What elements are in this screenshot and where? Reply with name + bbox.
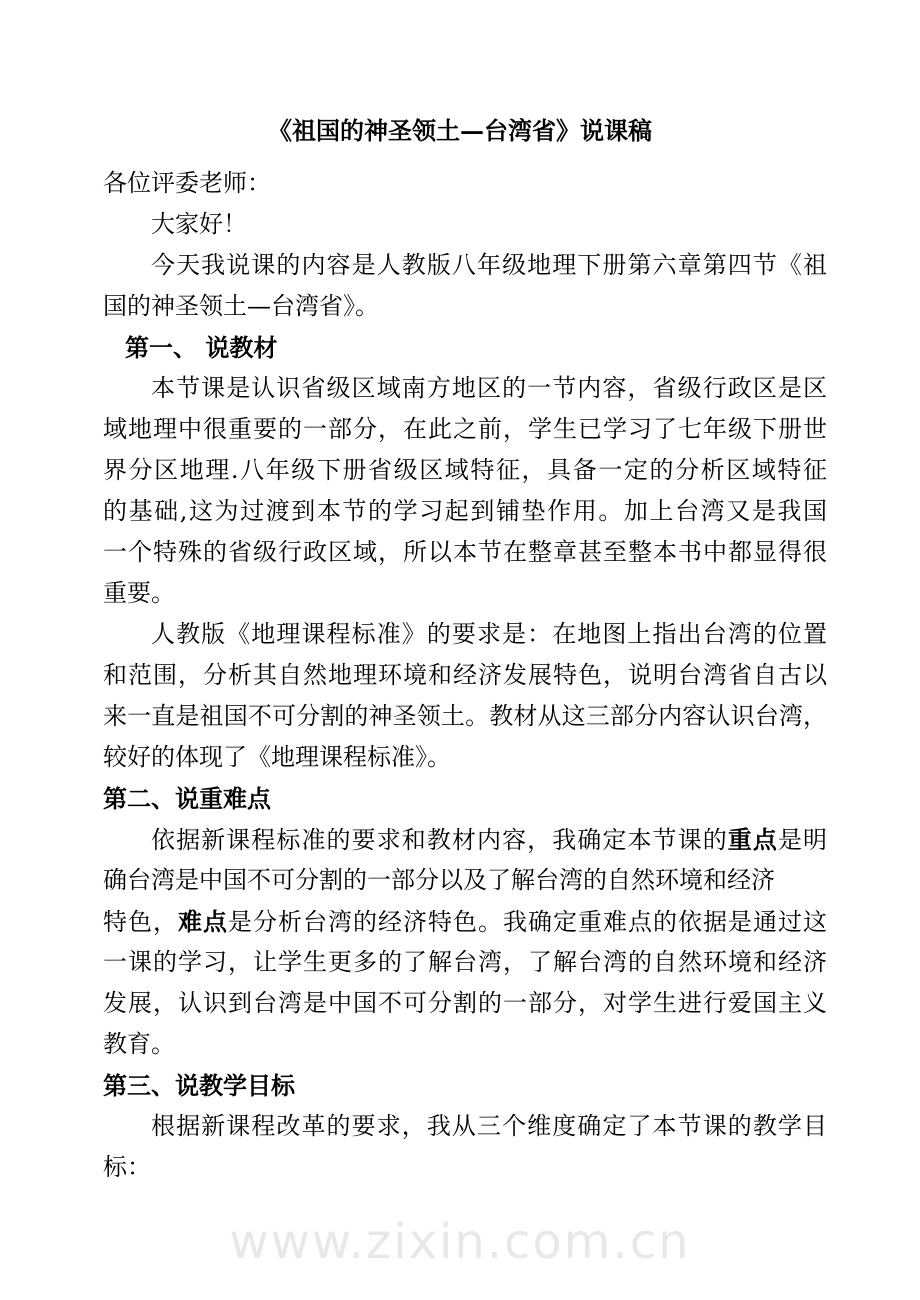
watermark: www.zixin.com.cn bbox=[229, 1214, 691, 1270]
section-heading-2: 第二、说重难点 bbox=[103, 784, 271, 813]
paragraph-line: 标： bbox=[103, 1153, 151, 1181]
paragraph-line: 教育。 bbox=[103, 1030, 175, 1058]
document-title: 《祖国的神圣领土—台湾省》说课稿 bbox=[268, 116, 652, 145]
paragraph-line: 确台湾是中国不可分割的一部分以及了解台湾的自然环境和经济 bbox=[103, 866, 775, 894]
paragraph-line: 较好的体现了《地理课程标准》。 bbox=[103, 743, 451, 771]
paragraph-line: 的基础,这为过渡到本节的学习起到铺垫作用。加上台湾又是我国 bbox=[103, 497, 827, 525]
paragraph-line: 重要。 bbox=[103, 579, 175, 607]
section-heading-3: 第三、说教学目标 bbox=[103, 1071, 295, 1100]
greeting: 大家好！ bbox=[151, 210, 247, 238]
document-body bbox=[103, 163, 827, 1188]
salutation: 各位评委老师： bbox=[103, 169, 271, 197]
paragraph-line: 和范围，分析其自然地理环境和经济发展特色，说明台湾省自古以 bbox=[103, 661, 827, 689]
paragraph-line: 界分区地理.八年级下册省级区域特征，具备一定的分析区域特征 bbox=[103, 456, 827, 484]
paragraph-line bbox=[103, 901, 827, 942]
paragraph-line: 国的神圣领土—台湾省》。 bbox=[103, 292, 379, 320]
text-segment: 依据新课程标准的要求和教材内容，我确定本节课的 bbox=[151, 826, 728, 854]
paragraph-line: 一个特殊的省级行政区域，所以本节在整章甚至整本书中都显得很 bbox=[103, 538, 827, 566]
paragraph-line: 今天我说课的内容是人教版八年级地理下册第六章第四节《祖 bbox=[151, 251, 827, 279]
paragraph-line: 本节课是认识省级区域南方地区的一节内容，省级行政区是区 bbox=[151, 374, 827, 402]
section-heading-1: 第一、 说教材 bbox=[125, 333, 278, 362]
paragraph-line: 域地理中很重要的一部分，在此之前，学生已学习了七年级下册世 bbox=[103, 415, 827, 443]
difficult-point-emphasis: 难点 bbox=[178, 907, 228, 936]
text-segment: 是分析台湾的经济特色。我确定重难点的依据是通过这 bbox=[228, 908, 827, 936]
paragraph-line: 来一直是祖国不可分割的神圣领土。教材从这三部分内容认识台湾， bbox=[103, 702, 827, 730]
paragraph-line bbox=[103, 819, 827, 860]
text-segment: 特色， bbox=[103, 908, 178, 936]
key-point-emphasis: 重点 bbox=[727, 825, 778, 854]
paragraph-line: 人教版《地理课程标准》的要求是：在地图上指出台湾的位置 bbox=[151, 620, 827, 648]
paragraph-line: 发展，认识到台湾是中国不可分割的一部分，对学生进行爱国主义 bbox=[103, 989, 827, 1017]
paragraph-line: 根据新课程改革的要求，我从三个维度确定了本节课的教学目 bbox=[151, 1112, 827, 1140]
paragraph-line: 一课的学习，让学生更多的了解台湾，了解台湾的自然环境和经济 bbox=[103, 948, 827, 976]
text-segment: 是明 bbox=[777, 826, 828, 854]
